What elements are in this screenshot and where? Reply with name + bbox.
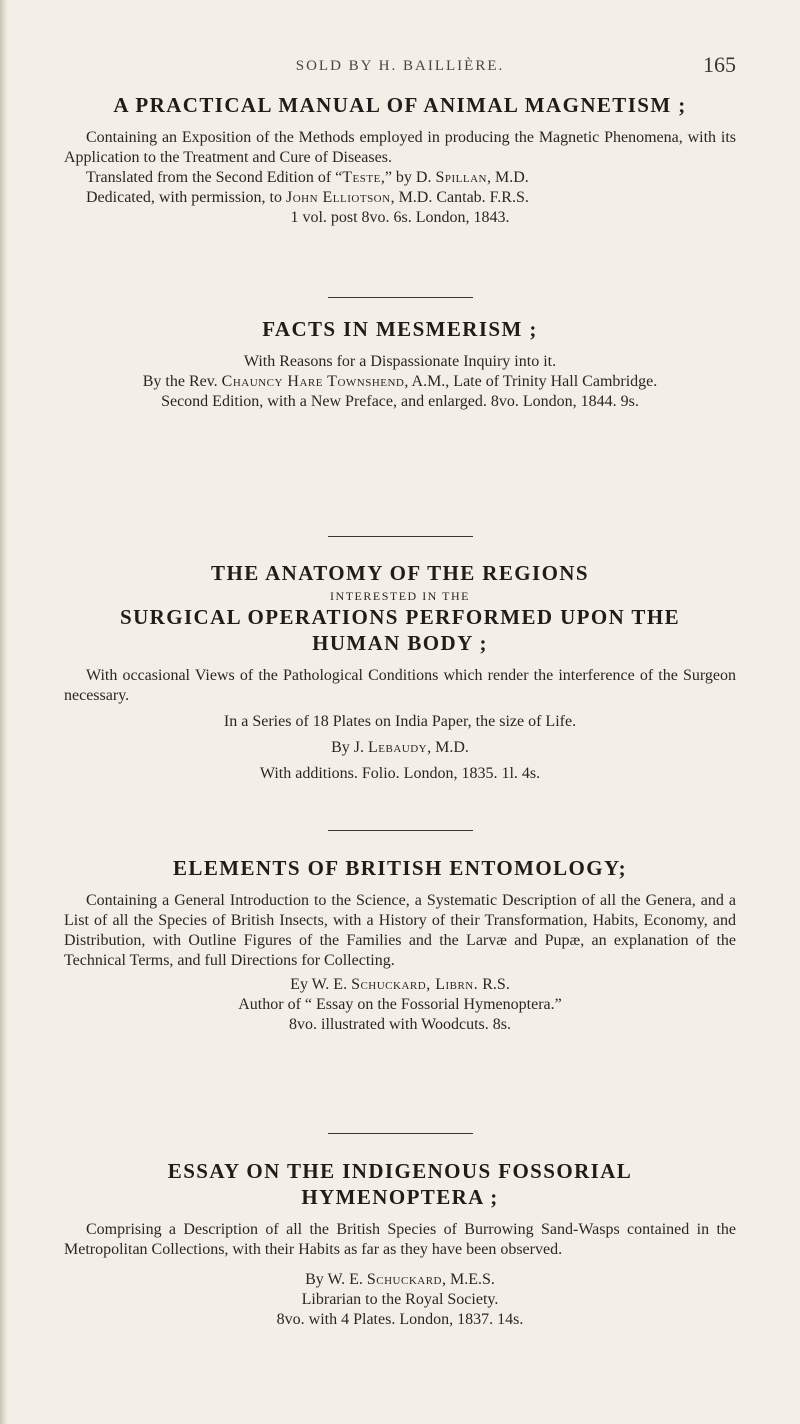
entry-dedication: Dedicated, with permission, to John Elliotson, M.D. Cantab. F.R.S.: [86, 189, 529, 206]
entry-title: FACTS IN MESMERISM ;: [262, 317, 538, 341]
entry-author: By J. Lebaudy, M.D.: [331, 739, 469, 756]
entry-author: Ey W. E. Schuckard, Librn. R.S.: [290, 976, 510, 993]
entry-title-line: SURGICAL OPERATIONS PERFORMED UPON THE: [120, 605, 680, 629]
entry-title-small: INTERESTED IN THE: [330, 589, 470, 603]
entry-translator: Translated from the Second Edition of “Teste,” by D. Spillan, M.D.: [86, 169, 529, 186]
entry-description: Containing a General Introduction to the Science, a Systematic Description of all the Genera, and a List of all the Species of British Insects, with a History of their Transformation, Habits, Economy, and Distribution, with Outline Figures of the Families and the Larvæ and Pupæ, an explanation of the Technical Terms, and full Directions for Collecting.: [64, 892, 736, 969]
entry-description: Comprising a Description of all the British Species of Burrowing Sand-Wasps contained in the Metropolitan Collections, with their Habits as far as they have been observed.: [64, 1221, 736, 1258]
entry-imprint: 8vo. with 4 Plates. London, 1837. 14s.: [276, 1311, 524, 1328]
catalogue-entry-animal-magnetism: [64, 92, 736, 228]
catalogue-entry-facts-in-mesmerism: [64, 316, 736, 412]
catalogue-entry-british-entomology: [64, 855, 736, 1035]
entry-description: With occasional Views of the Pathological Conditions which render the interference of the Surgeon necessary.: [64, 667, 736, 704]
entry-title: ELEMENTS OF BRITISH ENTOMOLOGY;: [173, 856, 627, 880]
entry-imprint: 1 vol. post 8vo. 6s. London, 1843.: [290, 209, 510, 226]
entry-title: A PRACTICAL MANUAL OF ANIMAL MAGNETISM ;: [113, 93, 687, 117]
entry-title-line: HYMENOPTERA ;: [301, 1185, 499, 1209]
entry-author: By W. E. Schuckard, M.E.S.: [305, 1271, 495, 1288]
entry-description: Containing an Exposition of the Methods employed in producing the Magnetic Phenomena, with its Application to the Treatment and Cure of Diseases.: [64, 129, 736, 166]
entry-description: With Reasons for a Dispassionate Inquiry into it.: [243, 353, 557, 370]
entry-author-note: Librarian to the Royal Society.: [301, 1291, 499, 1308]
catalogue-entry-anatomy-of-regions: [64, 560, 736, 784]
separator-rule: [328, 297, 473, 298]
running-title: SOLD BY H. BAILLIÈRE.: [295, 58, 505, 74]
entry-author: By the Rev. Chauncy Hare Townshend, A.M., Late of Trinity Hall Cambridge.: [142, 373, 658, 390]
entry-imprint: 8vo. illustrated with Woodcuts. 8s.: [289, 1016, 511, 1033]
separator-rule: [328, 536, 473, 537]
entry-plates: In a Series of 18 Plates on India Paper, the size of Life.: [223, 713, 577, 730]
page-number: 165: [703, 52, 736, 77]
entry-title-line: ESSAY ON THE INDIGENOUS FOSSORIAL: [167, 1159, 633, 1183]
entry-author-note: Author of “ Essay on the Fossorial Hymenoptera.”: [238, 996, 562, 1013]
entry-title-line: HUMAN BODY ;: [312, 631, 488, 655]
separator-rule: [328, 1133, 473, 1134]
running-head: [0, 52, 800, 84]
catalogue-entry-fossorial-hymenoptera: [64, 1158, 736, 1330]
page-spine-shadow: [0, 0, 8, 1424]
entry-imprint: Second Edition, with a New Preface, and enlarged. 8vo. London, 1844. 9s.: [161, 393, 639, 410]
entry-title-line: THE ANATOMY OF THE REGIONS: [211, 561, 589, 585]
entry-imprint: With additions. Folio. London, 1835. 1l. 4s.: [259, 765, 541, 782]
separator-rule: [328, 830, 473, 831]
